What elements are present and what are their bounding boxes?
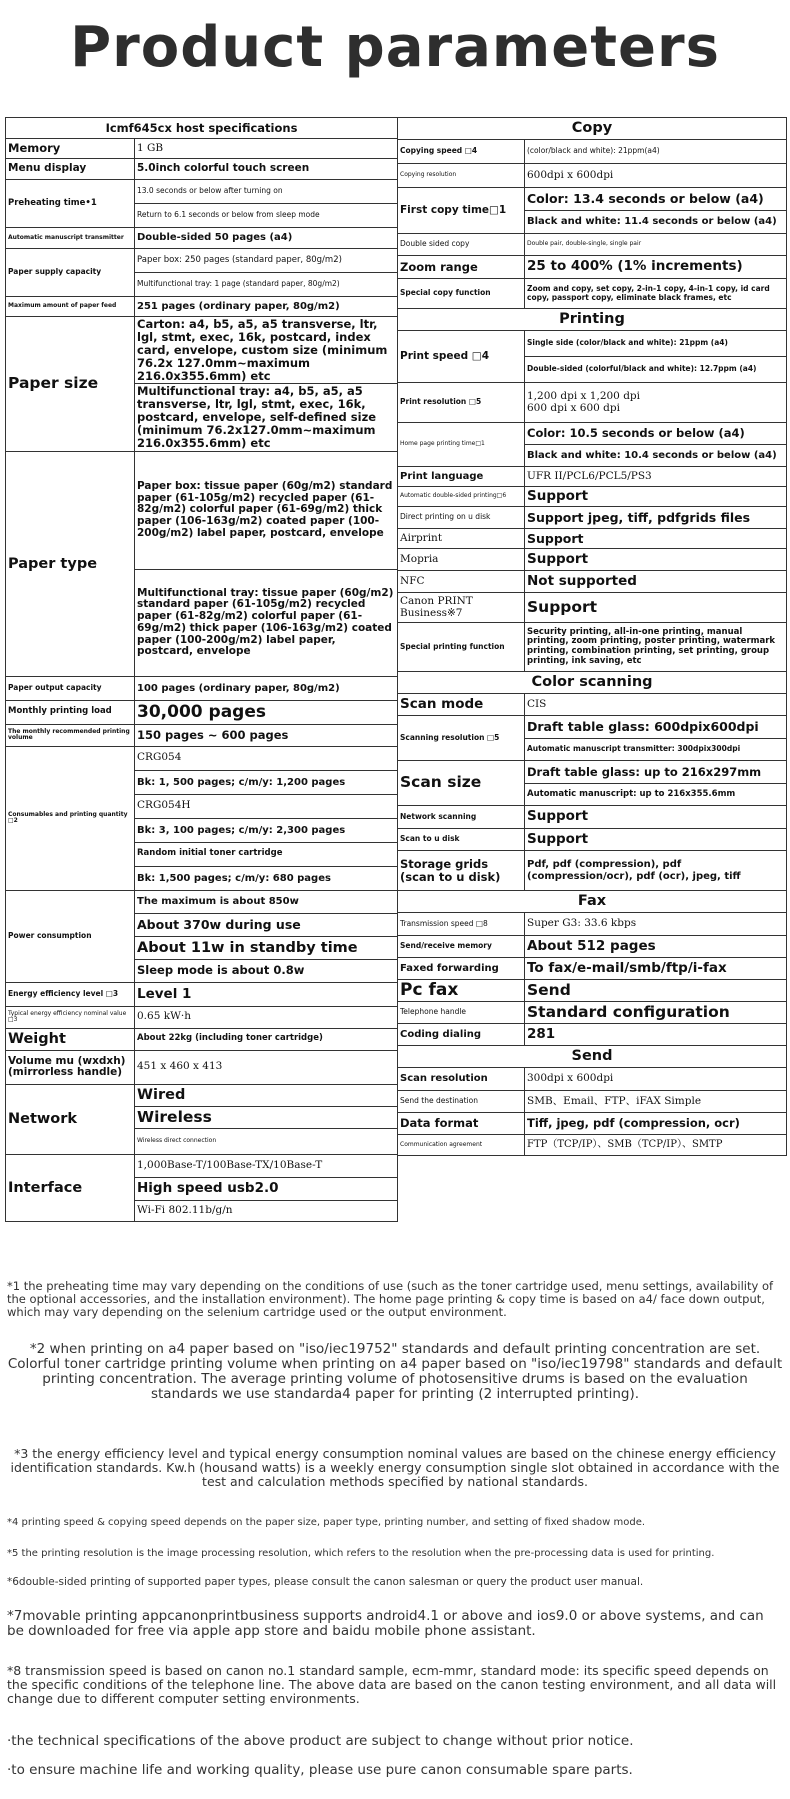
network-label: Network — [6, 1084, 135, 1154]
host-specifications-table — [5, 117, 398, 1222]
monthly-load-value: 30,000 pages — [135, 700, 398, 724]
direct-print-value: Support jpeg, tiff, pdfgrids files — [525, 507, 787, 529]
interface-wifi: Wi-Fi 802.11b/g/n — [135, 1200, 398, 1221]
duplex-copy-label: Double sided copy — [398, 234, 525, 256]
interface-label: Interface — [6, 1154, 135, 1221]
scan-size-label: Scan size — [398, 761, 525, 806]
host-specs-header: Icmf645cx host specifications — [6, 118, 398, 139]
special-copy-label: Special copy function — [398, 279, 525, 309]
send-resolution-label: Scan resolution — [398, 1068, 525, 1091]
transmission-speed-value: Super G3: 33.6 kbps — [525, 913, 787, 936]
power-use: About 370w during use — [135, 913, 398, 936]
fax-header: Fax — [398, 891, 787, 913]
mopria-value: Support — [525, 549, 787, 571]
print-speed-label: Print speed □4 — [398, 331, 525, 383]
menu-display-label: Menu display — [6, 159, 135, 180]
network-wireless-direct: Wireless direct connection — [135, 1128, 398, 1154]
fax-memory-value: About 512 pages — [525, 936, 787, 958]
copy-speed-label: Copying speed □4 — [398, 140, 525, 164]
paper-supply-value-2: Multifunctional tray: 1 page (standard paper, 80g/m2) — [135, 273, 398, 297]
send-resolution-value: 300dpi x 600dpi — [525, 1068, 787, 1091]
copy-resolution-label: Copying resolution — [398, 164, 525, 188]
zoom-value: 25 to 400% (1% increments) — [525, 256, 787, 279]
nfc-label: NFC — [398, 571, 525, 593]
paper-size-label: Paper size — [6, 317, 135, 452]
consumables-initial-yield: Bk: 1,500 pages; c/m/y: 680 pages — [135, 866, 398, 890]
menu-display-value: 5.0inch colorful touch screen — [135, 159, 398, 180]
send-destination-label: Send the destination — [398, 1091, 525, 1113]
canon-print-value: Support — [525, 593, 787, 623]
scan-mode-label: Scan mode — [398, 694, 525, 716]
consumables-label: Consumables and printing quantity □2 — [6, 746, 135, 890]
volume-label: Volume mu (wxdxh) (mirrorless handle) — [6, 1050, 135, 1084]
communication-agreement-value: FTP（TCP/IP）、SMB（TCP/IP）、SMTP — [525, 1135, 787, 1156]
consumables-crg054: CRG054 — [135, 746, 398, 770]
fax-forward-label: Faxed forwarding — [398, 958, 525, 980]
paper-type-value-2: Multifunctional tray: tissue paper (60g/m2) standard paper (61-105g/m2) recycled paper (61-82g/m2) colorful paper (61-69g/m2) thick paper (106-163g/m2) coated paper (100-200g/m2) label paper, postcard, envelope — [135, 569, 398, 676]
adf-value: Double-sided 50 pages (a4) — [135, 228, 398, 249]
print-resolution-value-1: 1,200 dpi x 1,200 dpi — [527, 389, 640, 402]
footnote-2: *2 when printing on a4 paper based on "iso/iec19752" standards and default printing concentration are set. Colorful toner cartridge printing volume when printing on a4 paper based on "iso/iec19798" standards and default printing concentration. The average printing volume of photosensitive drums is based on the evaluation standards we use standarda4 paper for printing (2 interrupted printing). — [7, 1341, 783, 1403]
paper-supply-value-1: Paper box: 250 pages (standard paper, 80g/m2) — [135, 249, 398, 273]
print-speed-single: Single side (color/black and white): 21ppm (a4) — [525, 331, 787, 357]
fax-forward-value: To fax/e-mail/smb/ftp/i-fax — [525, 958, 787, 980]
interface-usb: High speed usb2.0 — [135, 1177, 398, 1200]
consumables-crg054h-yield: Bk: 3, 100 pages; c/m/y: 2,300 pages — [135, 818, 398, 842]
printing-header: Printing — [398, 309, 787, 331]
page-title: Product parameters — [70, 15, 720, 80]
first-copy-bw: Black and white: 11.4 seconds or below (a4) — [525, 211, 787, 234]
footnote-1: *1 the preheating time may vary depending on the conditions of use (such as the toner cartridge used, menu settings, availability of the optional accessories, and the installation environment). The home page printing & copy time is based on a4/ face down output, which may vary depending on the selenium cartridge used or the output environment. — [7, 1279, 774, 1319]
send-destination-value: SMB、Email、FTP、iFAX Simple — [525, 1091, 787, 1113]
preheating-value-2: Return to 6.1 seconds or below from sleep mode — [135, 204, 398, 228]
storage-label: Storage grids (scan to u disk) — [398, 851, 525, 891]
home-page-print-color: Color: 10.5 seconds or below (a4) — [525, 423, 787, 445]
print-speed-double: Double-sided (colorful/black and white): 12.7ppm (a4) — [525, 357, 787, 383]
energy-typical-value: 0.65 kW·h — [135, 1006, 398, 1028]
footnote-6: *6double-sided printing of supported paper types, please consult the canon salesman or query the product user manual. — [7, 1576, 644, 1588]
communication-agreement-label: Communication agreement — [398, 1135, 525, 1156]
network-wireless: Wireless — [135, 1106, 398, 1128]
transmission-speed-label: Transmission speed □8 — [398, 913, 525, 936]
footnote-4: *4 printing speed & copying speed depends on the paper size, paper type, printing number, and setting of fixed shadow mode. — [7, 1517, 646, 1528]
print-resolution-value-2: 600 dpi x 600 dpi — [527, 401, 620, 414]
max-feed-label: Maximum amount of paper feed — [6, 297, 135, 317]
pc-fax-label: Pc fax — [398, 980, 525, 1002]
output-capacity-value: 100 pages (ordinary paper, 80g/m2) — [135, 676, 398, 700]
interface-ethernet: 1,000Base-T/100Base-TX/10Base-T — [135, 1154, 398, 1177]
special-copy-value: Zoom and copy, set copy, 2-in-1 copy, 4-in-1 copy, id card copy, passport copy, eliminate black frames, etc — [525, 279, 787, 309]
footnote-7: *7movable printing appcanonprintbusiness supports android4.1 or above and ios9.0 or above systems, and can be downloaded for free via apple app store and baidu mobile phone assistant. — [7, 1608, 764, 1640]
footnote-9: ·the technical specifications of the above product are subject to change without prior notice. — [7, 1733, 634, 1749]
auto-duplex-label: Automatic double-sided printing□6 — [398, 487, 525, 507]
scanning-header: Color scanning — [398, 672, 787, 694]
consumables-crg054h: CRG054H — [135, 794, 398, 818]
nfc-value: Not supported — [525, 571, 787, 593]
power-sleep: Sleep mode is about 0.8w — [135, 959, 398, 982]
first-copy-color: Color: 13.4 seconds or below (a4) — [525, 188, 787, 211]
special-print-label: Special printing function — [398, 623, 525, 672]
coding-dialing-label: Coding dialing — [398, 1024, 525, 1046]
network-wired: Wired — [135, 1084, 398, 1106]
memory-value: 1 GB — [135, 139, 398, 159]
monthly-recommended-label: The monthly recommended printing volume — [6, 724, 135, 746]
adf-label: Automatic manuscript transmitter — [6, 228, 135, 249]
paper-type-value-1: Paper box: tissue paper (60g/m2) standard paper (61-105g/m2) recycled paper (61-82g/m2) colorful paper (61-69g/m2) thick paper (106-163g/m2) coated paper (100-200g/m2) label paper, postcard, envelope — [135, 451, 398, 569]
print-resolution-label: Print resolution □5 — [398, 383, 525, 423]
output-capacity-label: Paper output capacity — [6, 676, 135, 700]
canon-print-label: Canon PRINT Business※7 — [398, 593, 525, 623]
network-scan-value: Support — [525, 806, 787, 829]
memory-label: Memory — [6, 139, 135, 159]
energy-level-value: Level 1 — [135, 982, 398, 1006]
scan-resolution-adf: Automatic manuscript transmitter: 300dpix300dpi — [525, 739, 787, 761]
scan-resolution-glass: Draft table glass: 600dpix600dpi — [525, 716, 787, 739]
print-language-label: Print language — [398, 467, 525, 487]
energy-level-label: Energy efficiency level □3 — [6, 982, 135, 1006]
max-feed-value: 251 pages (ordinary paper, 80g/m2) — [135, 297, 398, 317]
fax-memory-label: Send/receive memory — [398, 936, 525, 958]
telephone-handle-label: Telephone handle — [398, 1002, 525, 1024]
weight-value: About 22kg (including toner cartridge) — [135, 1028, 398, 1050]
copy-header: Copy — [398, 118, 787, 140]
airprint-label: Airprint — [398, 529, 525, 549]
scan-size-glass: Draft table glass: up to 216x297mm — [525, 761, 787, 784]
paper-supply-label: Paper supply capacity — [6, 249, 135, 297]
footnote-5: *5 the printing resolution is the image processing resolution, which refers to the resolution when the pre-processing data is used for printing. — [7, 1548, 715, 1559]
footnote-8: *8 transmission speed is based on canon no.1 standard sample, ecm-mmr, standard mode: its specific speed depends on the specific conditions of the telephone line. The above data are based on the canon testing environment, and all data will change due to different computer setting environments. — [7, 1663, 777, 1706]
power-standby: About 11w in standby time — [135, 936, 398, 959]
paper-size-value-1: Carton: a4, b5, a5, a5 transverse, ltr, lgl, stmt, exec, 16k, postcard, index card, envelope, custom size (minimum 76.2x 127.0mm~maximum 216.0x355.6mm) etc — [135, 317, 398, 384]
energy-typical-label: Typical energy efficiency nominal value □3 — [6, 1006, 135, 1028]
scan-mode-value: CIS — [525, 694, 787, 716]
paper-type-label: Paper type — [6, 451, 135, 676]
footnote-3: *3 the energy efficiency level and typical energy consumption nominal values are based on the chinese energy efficiency identification standards. Kw.h (housand watts) is a weekly energy consumption single slot obtained in accordance with the test and calculation methods specified by national standards. — [10, 1446, 780, 1489]
copy-speed-value: (color/black and white): 21ppm(a4) — [525, 140, 787, 164]
scan-usb-value: Support — [525, 829, 787, 851]
data-format-value: Tiff, jpeg, pdf (compression, ocr) — [525, 1113, 787, 1135]
print-resolution-values — [525, 383, 787, 423]
scan-size-adf: Automatic manuscript: up to 216x355.6mm — [525, 784, 787, 806]
scan-usb-label: Scan to u disk — [398, 829, 525, 851]
airprint-value: Support — [525, 529, 787, 549]
send-header: Send — [398, 1046, 787, 1068]
preheating-value-1: 13.0 seconds or below after turning on — [135, 180, 398, 204]
preheating-label: Preheating time•1 — [6, 180, 135, 228]
telephone-handle-value: Standard configuration — [525, 1002, 787, 1024]
zoom-label: Zoom range — [398, 256, 525, 279]
power-max: The maximum is about 850w — [135, 890, 398, 913]
duplex-copy-value: Double pair, double-single, single pair — [525, 234, 787, 256]
consumables-crg054-yield: Bk: 1, 500 pages; c/m/y: 1,200 pages — [135, 770, 398, 794]
scan-resolution-label: Scanning resolution □5 — [398, 716, 525, 761]
storage-value: Pdf, pdf (compression), pdf (compression/ocr), pdf (ocr), jpeg, tiff — [525, 851, 787, 891]
copy-resolution-value: 600dpi x 600dpi — [525, 164, 787, 188]
consumables-initial: Random initial toner cartridge — [135, 842, 398, 866]
auto-duplex-value: Support — [525, 487, 787, 507]
home-page-print-bw: Black and white: 10.4 seconds or below (a4) — [525, 445, 787, 467]
home-page-print-label: Home page printing time□1 — [398, 423, 525, 467]
weight-label: Weight — [6, 1028, 135, 1050]
first-copy-label: First copy time□1 — [398, 188, 525, 234]
monthly-load-label: Monthly printing load — [6, 700, 135, 724]
footnote-10: ·to ensure machine life and working quality, please use pure canon consumable spare parts. — [7, 1762, 633, 1778]
network-scan-label: Network scanning — [398, 806, 525, 829]
direct-print-label: Direct printing on u disk — [398, 507, 525, 529]
power-label: Power consumption — [6, 890, 135, 982]
volume-value: 451 x 460 x 413 — [135, 1050, 398, 1084]
print-language-value: UFR II/PCL6/PCL5/PS3 — [525, 467, 787, 487]
pc-fax-value: Send — [525, 980, 787, 1002]
special-print-value: Security printing, all-in-one printing, manual printing, zoom printing, poster printing, watermark printing, combination printing, set printing, group printing, ink saving, etc — [525, 623, 787, 672]
mopria-label: Mopria — [398, 549, 525, 571]
function-specifications-table — [397, 117, 787, 1156]
coding-dialing-value: 281 — [525, 1024, 787, 1046]
data-format-label: Data format — [398, 1113, 525, 1135]
paper-size-value-2: Multifunctional tray: a4, b5, a5, a5 transverse, ltr, lgl, stmt, exec, 16k, postcard, envelope, self-defined size (minimum 76.2x127.0mm~maximum 216.0x355.6mm) etc — [135, 384, 398, 451]
monthly-recommended-value: 150 pages ~ 600 pages — [135, 724, 398, 746]
